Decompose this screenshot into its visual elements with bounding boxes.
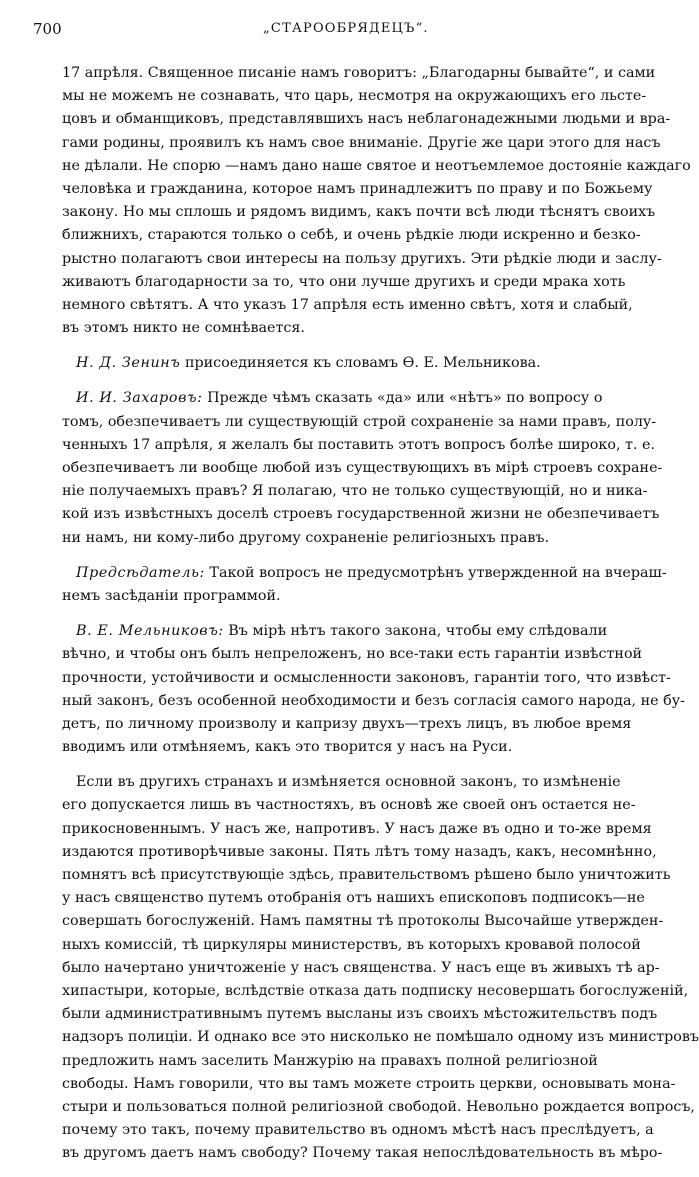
speaker-name: В. Е. Мельниковъ: (76, 623, 224, 640)
text-line: совершать богослуженій. Намъ памятны тѣ протоколы Высочайше утвержден- (62, 913, 664, 930)
text-line: ный законъ, безъ особенной необходимости и безъ согласія самого народа, не бу- (62, 692, 685, 709)
text-line: человѣка и гражданина, которое намъ принадлежитъ по праву и по Божьему (62, 180, 653, 197)
page-header (33, 20, 610, 42)
body-text (62, 62, 699, 1177)
text-line: рыстно полагаютъ свои интересы на пользу другихъ. Эти рѣдкіе люди и заслу- (62, 250, 662, 267)
text-line: томъ, обезпечиваетъ ли существующій строй сохраненіе за нами правъ, полу- (62, 413, 657, 430)
text-line: прикосновеннымъ. У насъ же, напротивъ. У насъ даже въ одно и то-же время (62, 820, 652, 837)
text-line: помнятъ всѣ присутствующіе здѣсь, правительствомъ рѣшено было уничтожить (62, 867, 671, 883)
text-line: гами родины, проявилъ къ намъ свое вниманіе. Другіе же цари этого для насъ (62, 134, 661, 151)
text-line: ченныхъ 17 апрѣля, я желалъ бы поставить этотъ вопросъ болѣе широко, т. е. (62, 436, 656, 453)
paragraph (62, 62, 691, 340)
text-line: свободы. Намъ говорили, что вы тамъ можете строить церкви, основывать мона- (62, 1075, 676, 1092)
text-line (62, 387, 610, 410)
text-line: издаются противорѣчивые законы. Пять лѣтъ тому назадъ, какъ, несомнѣнно, (62, 843, 657, 860)
speaker-name: Предсѣдатель: (76, 564, 205, 581)
text-line: 17 апрѣля. Священное писаніе намъ говоритъ: „Благодарны бывайте“, и сами (62, 65, 656, 81)
running-title: „СТАРООБРЯДЕЦЪ“. (263, 21, 429, 36)
speech-text: Въ мірѣ нѣтъ такого закона, чтобы ему слѣдовали (223, 623, 608, 640)
text-line: въ другомъ даетъ намъ свободу? Почему такая непослѣдовательность въ мѣро- (62, 1145, 663, 1162)
text-line: его допускается лишь въ частностяхъ, въ основѣ же своей онъ остается не- (62, 797, 636, 814)
text-line: ніе получаемыхъ правъ? Я полагаю, что не только существующій, но и ника- (62, 483, 648, 500)
text-line: закону. Но мы сплошь и рядомъ видимъ, какъ почти всѣ люди тѣснятъ своихъ (62, 204, 656, 221)
text-line: ни намъ, ни кому-либо другому сохраненіе религіозныхъ правъ. (62, 529, 550, 546)
text-line: въ этомъ никто не сомнѣвается. (62, 320, 305, 337)
text-line: не дѣлали. Не спорю —намъ дано наше святое и неотъемлемое достояніе каждаго (62, 157, 691, 174)
paragraph-zakharov (62, 387, 663, 549)
text-line: немъ засѣданіи программой. (62, 587, 281, 604)
text-line: мы не можемъ не сознавать, что царь, несмотря на окружающихъ его льсте- (62, 88, 647, 105)
text-line: стыри и пользоваться полной религіозной свободой. Невольно рождается вопросъ, (62, 1098, 695, 1115)
text-line: почему это такъ, почему правительство въ одномъ мѣстѣ насъ преслѣдуетъ, а (62, 1122, 654, 1139)
text-line: немного свѣтятъ. А что указъ 17 апрѣля есть именно свѣтъ, хотя и слабый, (62, 296, 633, 313)
text-line: Если въ другихъ странахъ и измѣняется основной законъ, то измѣненіе (76, 774, 621, 791)
text-line: надзоръ полиціи. И однако все это нисколько не помѣшало одному изъ министровъ (62, 1029, 699, 1046)
speech-text: Такой вопросъ не предусмотрѣнъ утвержденной на вчераш- (204, 564, 667, 581)
text-line: обезпечиваетъ ли вообще любой изъ существующихъ въ мірѣ строевъ сохране- (62, 460, 663, 476)
text-line: цовъ и обманщиковъ, представлявшихъ насъ неблагонадежными людьми и вра- (62, 111, 671, 128)
text-line: кой изъ извѣстныхъ доселѣ строевъ государственной жизни не обезпечиваетъ (62, 506, 660, 523)
paragraph-melnikov (62, 620, 685, 759)
paragraph-zenin (62, 352, 610, 375)
text-line (62, 352, 610, 375)
text-line: были административнымъ путемъ высланы изъ своихъ мѣстожительствъ подъ (62, 1006, 658, 1023)
speech-text: Прежде чѣмъ сказать «да» или «нѣтъ» по вопросу о (202, 390, 603, 407)
text-line: живаютъ благодарности за то, что они лучше другихъ и среди мрака хоть (62, 273, 626, 290)
text-line: хипастыри, которые, вслѣдствіе отказа дать подписку несовершать богослуженій, (62, 982, 689, 999)
text-line: ныхъ комиссій, тѣ циркуляры министерствъ, въ которыхъ кровавой полосой (62, 936, 641, 953)
text-line: вѣчно, и чтобы онъ былъ непреложенъ, но все-таки есть гарантіи извѣстной (62, 646, 643, 663)
text-line: прочности, устойчивости и осмысленности законовъ, гарантіи того, что извѣст- (62, 669, 671, 686)
paragraph-chairman (62, 562, 667, 608)
text-line: предложить намъ заселить Манжурію на правахъ полной религіозной (62, 1052, 598, 1069)
paragraph (62, 771, 699, 1165)
text-line (62, 562, 667, 585)
speaker-name: Н. Д. Зенинъ (76, 355, 181, 372)
text-line: было начертано уничтоженіе у насъ священства. У насъ еще въ живыхъ тѣ ар- (62, 959, 660, 976)
text-line: у насъ священство путемъ отобранія отъ нашихъ епископовъ подписокъ—не (62, 890, 645, 907)
page-number: 700 (33, 20, 62, 38)
text-line (62, 620, 610, 643)
text-line: ближнихъ, стараются только о себѣ, и очень рѣдкіе люди искренно и безко- (62, 227, 641, 244)
text-line: детъ, по личному произволу и капризу двухъ—трехъ лицъ, въ любое время (62, 715, 632, 732)
text-line: вводимъ или отмѣняемъ, какъ это творится у насъ на Руси. (62, 739, 513, 756)
speaker-name: И. И. Захаровъ: (76, 390, 203, 407)
speech-text: присоединяется къ словамъ Ѳ. Е. Мельникова. (180, 355, 541, 372)
